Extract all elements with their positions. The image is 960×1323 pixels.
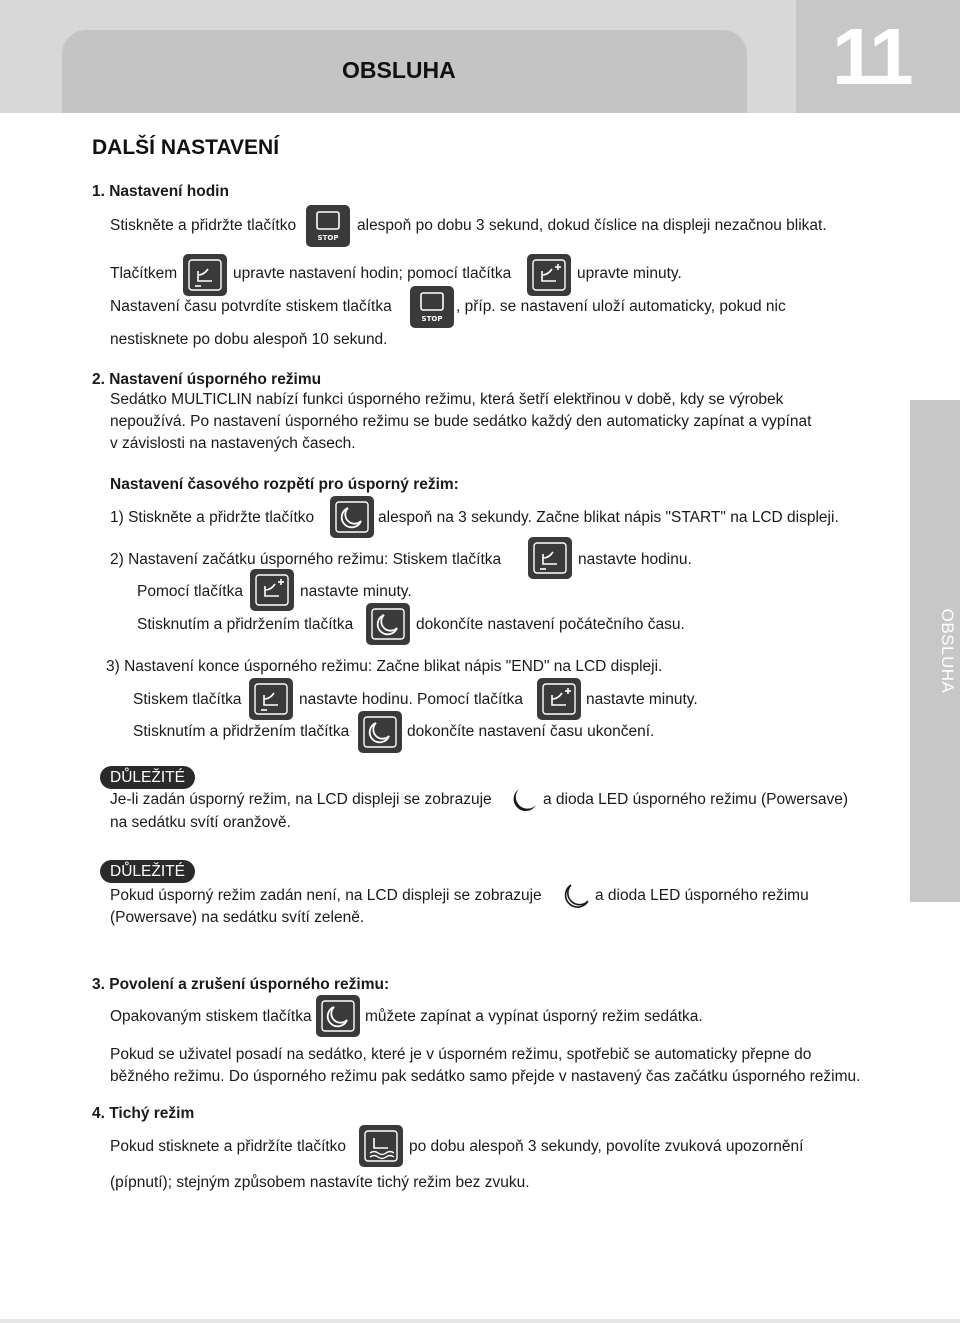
text: Stiskem tlačítka xyxy=(133,691,242,708)
text: Opakovaným stiskem tlačítka xyxy=(110,1008,312,1025)
stop-label: STOP xyxy=(421,315,443,323)
moon-button-icon xyxy=(330,496,374,538)
text: Nastavení času potvrdíte stiskem tlačítka xyxy=(110,298,392,315)
text: Pomocí tlačítka xyxy=(137,583,243,600)
page-header-title: OBSLUHA xyxy=(342,57,456,83)
note-text: a dioda LED úsporného režimu xyxy=(595,887,809,904)
text: alespoň na 3 sekundy. Začne blikat nápis "START" na LCD displeji. xyxy=(378,509,839,526)
text: (pípnutí); stejným způsobem nastavíte tichý režim bez zvuku. xyxy=(110,1174,530,1191)
side-tab xyxy=(910,400,960,902)
important-badge: DŮLEŽITÉ xyxy=(100,766,195,789)
text: 2) Nastavení začátku úsporného režimu: Stiskem tlačítka xyxy=(110,551,502,568)
moon-button-icon xyxy=(366,603,410,645)
text: dokončíte nastavení počátečního času. xyxy=(416,616,685,633)
note-text: na sedátku svítí oranžově. xyxy=(110,814,291,831)
page-number-box xyxy=(796,0,960,113)
stop-button-icon xyxy=(410,286,454,328)
page-number: 11 xyxy=(832,12,911,101)
text: upravte minuty. xyxy=(577,265,682,282)
note-text: a dioda LED úsporného režimu (Powersave) xyxy=(543,791,848,808)
moon-button-icon xyxy=(358,711,402,753)
seat-plus-button-icon xyxy=(527,254,571,296)
text: nestisknete po dobu alespoň 10 sekund. xyxy=(110,331,388,348)
sub-heading: Nastavení časového rozpětí pro úsporný režim: xyxy=(110,476,459,493)
heading-clock-setting: 1. Nastavení hodin xyxy=(92,183,229,200)
text: nastavte hodinu. xyxy=(578,551,692,568)
stop-label: STOP xyxy=(317,234,339,242)
text: můžete zapínat a vypínat úsporný režim sedátka. xyxy=(365,1008,703,1025)
text: , příp. se nastavení uloží automaticky, pokud nic xyxy=(456,298,786,315)
text: alespoň po dobu 3 sekund, dokud číslice na displeji nezačnou blikat. xyxy=(357,217,827,234)
seat-plus-button-icon xyxy=(537,678,581,720)
moon-outline-icon xyxy=(562,883,590,909)
text: Tlačítkem xyxy=(110,265,178,282)
paragraph-line: Pokud se uživatel posadí na sedátko, které je v úsporném režimu, spotřebič se automaticky přepne do xyxy=(110,1046,812,1063)
note-text: Pokud úsporný režim zadán není, na LCD displeji se zobrazuje xyxy=(110,887,542,904)
bottom-divider xyxy=(0,1319,960,1323)
text: Stiskněte a přidržte tlačítko xyxy=(110,217,297,234)
note-text: (Powersave) na sedátku svítí zeleně. xyxy=(110,909,365,926)
paragraph-line: nepoužívá. Po nastavení úsporného režimu se bude sedátko každý den automaticky zapínat a vypínat xyxy=(110,413,812,430)
text: po dobu alespoň 3 sekundy, povolíte zvuková upozornění xyxy=(409,1138,804,1155)
water-seat-button-icon xyxy=(359,1125,403,1167)
paragraph-line: Sedátko MULTICLIN nabízí funkci úsporného režimu, která šetří elektřinou v době, kdy se výrobek xyxy=(110,391,784,408)
side-tab-label: OBSLUHA xyxy=(938,608,957,694)
text: Pokud stisknete a přidržíte tlačítko xyxy=(110,1138,347,1155)
moon-button-icon xyxy=(316,995,360,1037)
note-text: Je-li zadán úsporný režim, na LCD displeji se zobrazuje xyxy=(110,791,492,808)
stop-button-icon xyxy=(306,205,350,247)
text: 3) Nastavení konce úsporného režimu: Začne blikat nápis "END" na LCD displeji. xyxy=(106,658,663,675)
paragraph-line: běžného režimu. Do úsporného režimu pak sedátko samo přejde v nastavený čas začátku úsporného režimu. xyxy=(110,1068,861,1085)
moon-filled-icon xyxy=(510,787,538,813)
seat-plus-button-icon xyxy=(250,569,294,611)
text: Stisknutím a přidržením tlačítka xyxy=(137,616,354,633)
text: 1) Stiskněte a přidržte tlačítko xyxy=(110,509,315,526)
text: dokončíte nastavení času ukončení. xyxy=(407,723,655,740)
paragraph-line: v závislosti na nastavených časech. xyxy=(110,435,356,452)
heading-powersave: 2. Nastavení úsporného režimu xyxy=(92,371,322,388)
heading-silent-mode: 4. Tichý režim xyxy=(92,1105,195,1122)
text: Stisknutím a přidržením tlačítka xyxy=(133,723,350,740)
seat-minus-button-icon xyxy=(183,254,227,296)
section-title: DALŠÍ NASTAVENÍ xyxy=(92,136,280,159)
text: nastavte hodinu. Pomocí tlačítka xyxy=(299,691,524,708)
text: nastavte minuty. xyxy=(586,691,698,708)
seat-minus-button-icon xyxy=(249,678,293,720)
seat-minus-button-icon xyxy=(528,537,572,579)
important-badge: DŮLEŽITÉ xyxy=(100,860,195,883)
text: upravte nastavení hodin; pomocí tlačítka xyxy=(233,265,512,282)
text: nastavte minuty. xyxy=(300,583,412,600)
heading-enable-powersave: 3. Povolení a zrušení úsporného režimu: xyxy=(92,976,390,993)
